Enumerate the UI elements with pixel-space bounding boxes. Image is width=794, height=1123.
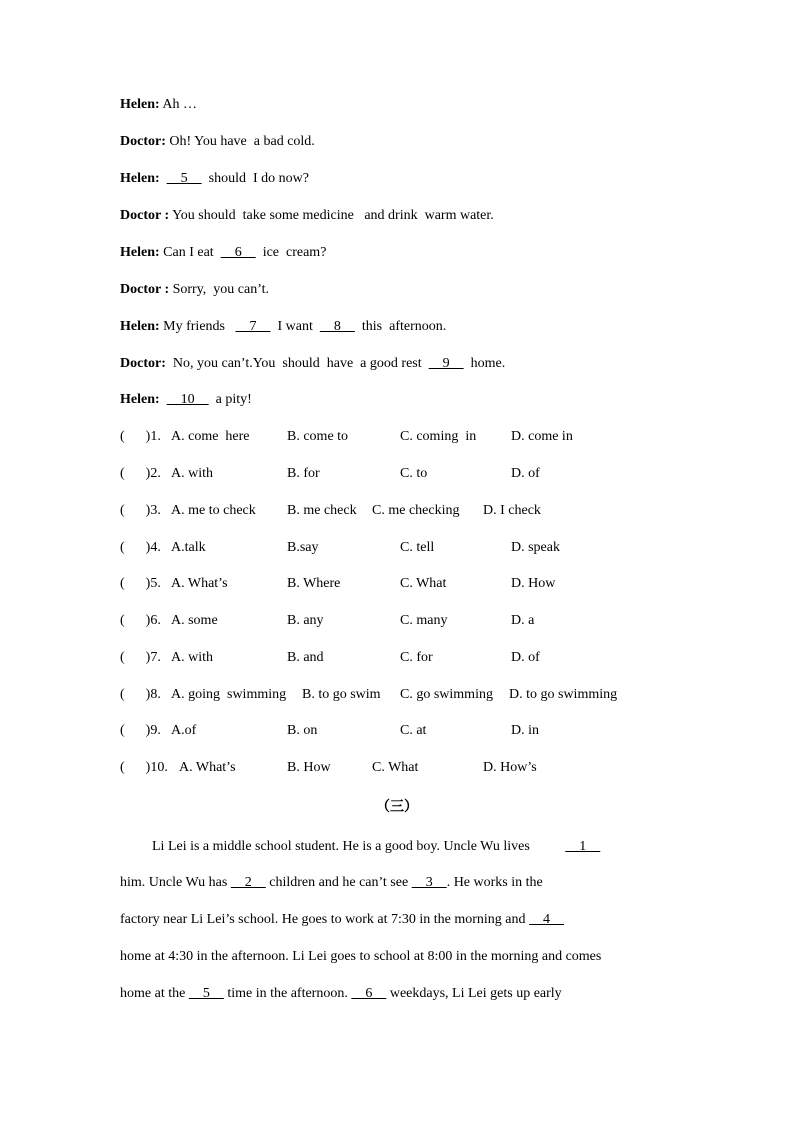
speaker-label: Doctor : xyxy=(120,282,170,297)
speaker-label: Helen: xyxy=(120,171,160,186)
passage-line xyxy=(120,911,672,929)
passage-text: time in the afternoon. xyxy=(223,986,352,1001)
option-c: C. What xyxy=(400,576,447,591)
question-row xyxy=(120,722,680,740)
dialogue-line xyxy=(120,133,315,151)
question-row xyxy=(120,612,680,630)
option-d: D. I check xyxy=(483,503,541,518)
dialogue-text: Sorry, you can’t. xyxy=(169,282,270,297)
question-row xyxy=(120,428,680,446)
option-c: C. at xyxy=(400,723,427,738)
dialogue-text: My friends xyxy=(159,319,236,334)
question-row xyxy=(120,502,680,520)
dialogue-line xyxy=(120,355,505,373)
question-row xyxy=(120,539,680,557)
option-c: C. What xyxy=(372,760,419,775)
answer-blank: 1 xyxy=(565,839,601,854)
option-d: D. speak xyxy=(511,540,560,555)
speaker-label: Helen: xyxy=(120,245,160,260)
dialogue-text: You should take some medicine and drink warm water. xyxy=(169,208,494,223)
question-number: ( )1. xyxy=(120,429,161,444)
option-b: B. Where xyxy=(287,576,341,591)
answer-blank: 5 xyxy=(188,986,224,1001)
passage-text: home at the xyxy=(120,986,189,1001)
option-a: A. What’s xyxy=(171,576,228,591)
passage-text: factory near Li Lei’s school. He goes to work at 7:30 in the morning and xyxy=(120,912,530,927)
dialogue-line xyxy=(120,318,446,336)
dialogue-line xyxy=(120,170,309,188)
option-d: D. in xyxy=(511,723,539,738)
option-b: B. and xyxy=(287,650,324,665)
option-a: A.of xyxy=(171,723,197,738)
dialogue-text: Can I eat xyxy=(159,245,221,260)
question-number: ( )8. xyxy=(120,687,161,702)
dialogue-text: I want xyxy=(270,319,320,334)
option-a: A. some xyxy=(171,613,218,628)
speaker-label: Helen: xyxy=(120,97,160,112)
answer-blank: 10 xyxy=(166,392,209,407)
question-number: ( )6. xyxy=(120,613,161,628)
passage-line xyxy=(120,948,672,966)
option-b: B. on xyxy=(287,723,318,738)
option-d: D. How’s xyxy=(483,760,537,775)
dialogue-text xyxy=(160,392,167,407)
passage-text: Li Lei is a middle school student. He is a good boy. Uncle Wu lives xyxy=(152,839,534,854)
dialogue-line xyxy=(120,391,252,409)
option-c: C. tell xyxy=(400,540,435,555)
option-d: D. a xyxy=(511,613,535,628)
option-c: C. to xyxy=(400,466,428,481)
question-number: ( )4. xyxy=(120,540,161,555)
dialogue-line xyxy=(120,281,269,299)
answer-blank: 4 xyxy=(529,912,565,927)
option-a: A. What’s xyxy=(179,760,236,775)
answer-blank: 6 xyxy=(351,986,387,1001)
speaker-label: Doctor: xyxy=(120,356,166,371)
passage-text: weekdays, Li Lei gets up early xyxy=(386,986,562,1001)
dialogue-text: home. xyxy=(463,356,506,371)
question-row xyxy=(120,465,680,483)
speaker-label: Helen: xyxy=(120,392,160,407)
passage-text: him. Uncle Wu has xyxy=(120,875,231,890)
option-c: C. coming in xyxy=(400,429,477,444)
question-number: ( )7. xyxy=(120,650,161,665)
dialogue-text xyxy=(160,171,167,186)
dialogue-text: this afternoon. xyxy=(354,319,447,334)
passage-line xyxy=(120,874,672,892)
dialogue-text: ice cream? xyxy=(255,245,327,260)
answer-blank: 6 xyxy=(220,245,256,260)
option-a: A. come here xyxy=(171,429,250,444)
dialogue-line xyxy=(120,207,494,225)
speaker-label: Doctor : xyxy=(120,208,170,223)
option-c: C. me checking xyxy=(372,503,460,518)
answer-blank: 5 xyxy=(166,171,202,186)
option-b: B. How xyxy=(287,760,331,775)
question-number: ( )3. xyxy=(120,503,161,518)
passage-text: . He works in the xyxy=(446,875,543,890)
answer-blank: 3 xyxy=(411,875,447,890)
option-b: B.say xyxy=(287,540,319,555)
answer-blank: 8 xyxy=(319,319,355,334)
passage-text: home at 4:30 in the afternoon. Li Lei goes to school at 8:00 in the morning and comes xyxy=(120,949,602,964)
option-d: D. to go swimming xyxy=(509,687,618,702)
option-b: B. for xyxy=(287,466,320,481)
question-number: ( )2. xyxy=(120,466,161,481)
speaker-label: Helen: xyxy=(120,319,160,334)
passage-line xyxy=(120,838,672,856)
question-number: ( )5. xyxy=(120,576,161,591)
option-c: C. many xyxy=(400,613,448,628)
question-number: ( )9. xyxy=(120,723,161,738)
option-a: A. me to check xyxy=(171,503,256,518)
option-b: B. any xyxy=(287,613,324,628)
dialogue-line xyxy=(120,244,326,262)
option-a: A. with xyxy=(171,650,213,665)
option-d: D. come in xyxy=(511,429,573,444)
option-d: D. of xyxy=(511,466,540,481)
option-a: A. going swimming xyxy=(171,687,287,702)
option-d: D. How xyxy=(511,576,556,591)
option-c: C. for xyxy=(400,650,433,665)
question-number: ( )10. xyxy=(120,760,168,775)
dialogue-text: Ah … xyxy=(159,97,197,112)
question-row xyxy=(120,575,680,593)
option-b: B. me check xyxy=(287,503,357,518)
passage-line xyxy=(120,985,672,1003)
option-c: C. go swimming xyxy=(400,687,493,702)
option-a: A.talk xyxy=(171,540,206,555)
answer-blank: 9 xyxy=(428,356,464,371)
option-b: B. to go swim xyxy=(302,687,381,702)
passage-text: children and he can’t see xyxy=(265,875,412,890)
dialogue-line xyxy=(120,96,197,114)
question-row xyxy=(120,649,680,667)
answer-blank: 7 xyxy=(235,319,271,334)
option-d: D. of xyxy=(511,650,540,665)
dialogue-text: No, you can’t.You should have a good rest xyxy=(165,356,429,371)
question-row xyxy=(120,686,680,704)
option-a: A. with xyxy=(171,466,213,481)
dialogue-text: a pity! xyxy=(208,392,252,407)
dialogue-text: Oh! You have a bad cold. xyxy=(165,134,315,149)
answer-blank: 2 xyxy=(230,875,266,890)
question-row xyxy=(120,759,680,777)
section-heading: （三） xyxy=(376,800,418,815)
speaker-label: Doctor: xyxy=(120,134,166,149)
option-b: B. come to xyxy=(287,429,349,444)
dialogue-text: should I do now? xyxy=(201,171,309,186)
